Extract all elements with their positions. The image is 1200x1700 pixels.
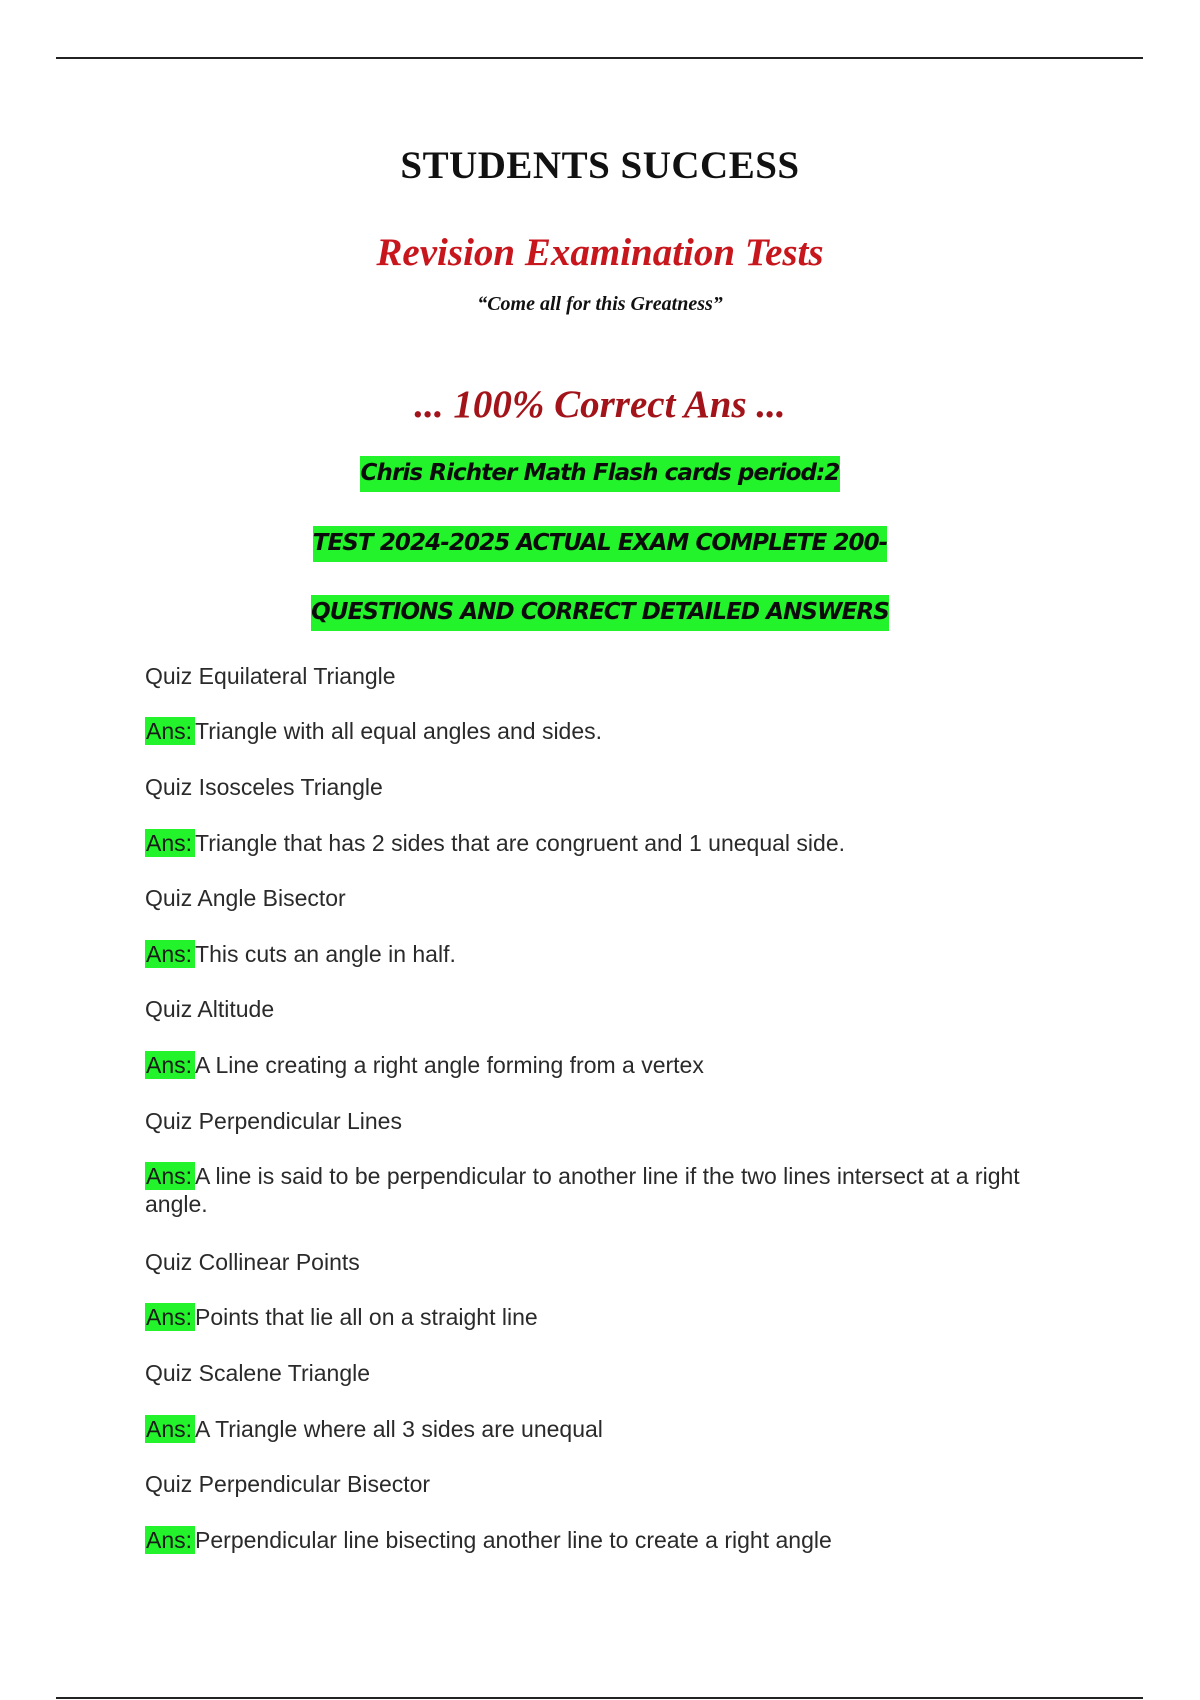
answer-text: A Triangle where all 3 sides are unequal [195, 1416, 603, 1442]
correct-answers-banner: ... 100% Correct Ans ... [414, 383, 786, 426]
revision-subtitle: Revision Examination Tests [376, 231, 824, 274]
answer-text: A Line creating a right angle forming from a vertex [195, 1052, 704, 1078]
ans-label: Ans: [145, 717, 195, 745]
answer-1 [145, 717, 1045, 745]
answer-text: Triangle with all equal angles and sides. [195, 718, 603, 744]
question-2: Quiz Isosceles Triangle [145, 774, 383, 800]
ans-label: Ans: [145, 1526, 195, 1554]
bottom-rule [56, 1697, 1143, 1699]
flashcards-title-row [0, 456, 1200, 492]
ans-label: Ans: [145, 1415, 195, 1443]
top-rule [56, 57, 1143, 59]
question-4: Quiz Altitude [145, 996, 275, 1022]
flashcards-title: Chris Richter Math Flash cards period:2 [360, 456, 839, 492]
answer-7 [145, 1415, 1045, 1443]
answer-text: This cuts an angle in half. [195, 941, 456, 967]
question-1: Quiz Equilateral Triangle [145, 663, 396, 689]
answer-3 [145, 940, 1045, 968]
answer-8 [145, 1526, 1045, 1554]
exam-title-line1: TEST 2024-2025 ACTUAL EXAM COMPLETE 200- [313, 526, 888, 562]
question-6: Quiz Collinear Points [145, 1249, 360, 1275]
answer-6 [145, 1303, 1045, 1331]
ans-label: Ans: [145, 1162, 195, 1190]
answer-5 [145, 1162, 1045, 1218]
answer-2 [145, 829, 1045, 857]
answer-text: Triangle that has 2 sides that are congruent and 1 unequal side. [195, 830, 846, 856]
tagline: “Come all for this Greatness” [477, 293, 723, 315]
brand-title: STUDENTS SUCCESS [400, 144, 800, 187]
exam-title-row-2 [0, 595, 1200, 631]
question-7: Quiz Scalene Triangle [145, 1360, 371, 1386]
question-8: Quiz Perpendicular Bisector [145, 1471, 431, 1497]
answer-text: Perpendicular line bisecting another line to create a right angle [195, 1527, 832, 1553]
answer-text: Points that lie all on a straight line [195, 1304, 538, 1330]
ans-label: Ans: [145, 1303, 195, 1331]
question-5: Quiz Perpendicular Lines [145, 1108, 402, 1134]
exam-title-row [0, 526, 1200, 562]
answer-text: A line is said to be perpendicular to another line if the two lines intersect at a right angle. [145, 1163, 1020, 1217]
ans-label: Ans: [145, 1051, 195, 1079]
ans-label: Ans: [145, 940, 195, 968]
ans-label: Ans: [145, 829, 195, 857]
question-3: Quiz Angle Bisector [145, 885, 346, 911]
answer-4 [145, 1051, 1045, 1079]
exam-title-line2: QUESTIONS AND CORRECT DETAILED ANSWERS [311, 595, 889, 631]
